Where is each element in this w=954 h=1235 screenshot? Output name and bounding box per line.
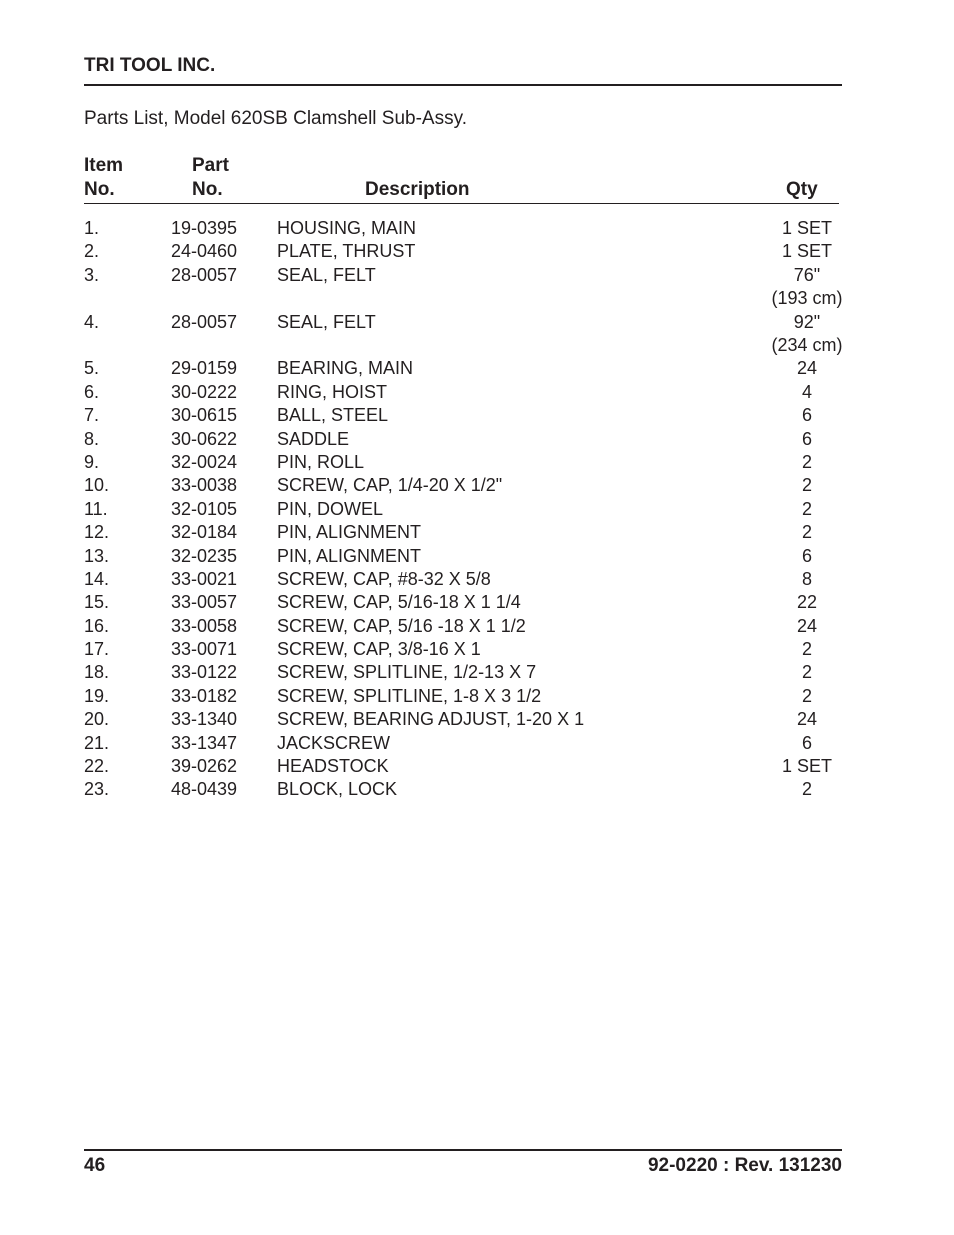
table-row (0, 217, 954, 240)
part-number: 48-0439 (171, 779, 238, 800)
quantity (750, 615, 864, 638)
quantity-value: 2 (801, 639, 812, 660)
part-number: 33-0057 (171, 592, 238, 613)
quantity (750, 381, 864, 404)
quantity (750, 311, 864, 358)
table-row (0, 732, 954, 755)
item-number: 17. (84, 639, 110, 660)
part-number: 24-0460 (171, 241, 238, 262)
part-number: 32-0184 (171, 522, 238, 543)
quantity (750, 264, 864, 311)
table-row (0, 264, 954, 311)
part-description: SCREW, SPLITLINE, 1-8 X 3 1/2 (277, 685, 542, 706)
part-description: PIN, ALIGNMENT (277, 545, 422, 566)
item-number: 10. (84, 475, 110, 496)
table-row (0, 474, 954, 497)
quantity-metric: (234 cm) (771, 334, 843, 355)
item-number: 5. (84, 358, 100, 379)
part-number: 33-0071 (171, 639, 238, 660)
table-row (0, 778, 954, 801)
part-description: BLOCK, LOCK (277, 779, 398, 800)
table-row (0, 568, 954, 591)
part-description: HOUSING, MAIN (277, 218, 417, 238)
quantity-value: 24 (796, 358, 818, 379)
quantity (750, 545, 864, 568)
item-number: 20. (84, 709, 110, 730)
quantity-value: 22 (796, 592, 818, 613)
quantity-value: 2 (801, 522, 812, 543)
table-row (0, 755, 954, 778)
document-title: Parts List, Model 620SB Clamshell Sub-Assy. (84, 108, 467, 129)
table-row (0, 240, 954, 263)
item-number: 3. (84, 264, 100, 285)
quantity (750, 474, 864, 497)
quantity-value: 6 (801, 428, 812, 449)
quantity-value: 2 (801, 475, 812, 496)
part-number: 19-0395 (171, 218, 238, 238)
part-description: SCREW, CAP, #8-32 X 5/8 (277, 568, 491, 589)
table-header-rule (84, 203, 839, 204)
part-description: HEADSTOCK (277, 756, 389, 777)
quantity-value: 6 (801, 732, 812, 753)
part-number: 33-0021 (171, 568, 238, 589)
quantity (750, 498, 864, 521)
quantity-value: 1 SET (781, 218, 833, 238)
quantity-value: 76" (793, 264, 821, 285)
quantity (750, 591, 864, 614)
part-description: PIN, ROLL (277, 451, 365, 472)
part-description: PLATE, THRUST (277, 241, 416, 262)
table-row (0, 685, 954, 708)
item-number: 7. (84, 405, 100, 426)
table-row (0, 428, 954, 451)
column-header-part-no (192, 154, 229, 202)
part-number: 30-0622 (171, 428, 238, 449)
column-header-qty: Qty (786, 179, 818, 200)
table-row (0, 521, 954, 544)
part-number: 32-0024 (171, 451, 238, 472)
quantity (750, 661, 864, 684)
column-header-item-line2: No. (84, 179, 115, 200)
quantity (750, 521, 864, 544)
item-number: 23. (84, 779, 110, 800)
part-description: BALL, STEEL (277, 405, 389, 426)
quantity (750, 778, 864, 801)
quantity (750, 638, 864, 661)
part-description: PIN, ALIGNMENT (277, 522, 422, 543)
table-row (0, 615, 954, 638)
quantity-value: 2 (801, 779, 812, 800)
column-header-item-no (84, 154, 123, 202)
item-number: 18. (84, 662, 110, 683)
part-number: 32-0235 (171, 545, 238, 566)
quantity (750, 240, 864, 263)
part-description: SCREW, CAP, 1/4-20 X 1/2" (277, 475, 503, 496)
quantity (750, 451, 864, 474)
quantity-value: 2 (801, 451, 812, 472)
item-number: 6. (84, 381, 100, 402)
quantity-value: 2 (801, 498, 812, 519)
part-description: SCREW, BEARING ADJUST, 1-20 X 1 (277, 709, 585, 730)
header-rule (84, 84, 842, 86)
quantity (750, 755, 864, 778)
part-number: 33-0058 (171, 615, 238, 636)
part-number: 33-0122 (171, 662, 238, 683)
quantity (750, 685, 864, 708)
quantity (750, 404, 864, 427)
quantity (750, 357, 864, 380)
quantity-value: 24 (796, 709, 818, 730)
quantity-value: 1 SET (781, 756, 833, 777)
item-number: 21. (84, 732, 110, 753)
quantity-value: 6 (801, 405, 812, 426)
part-description: JACKSCREW (277, 732, 391, 753)
table-row (0, 638, 954, 661)
item-number: 13. (84, 545, 110, 566)
part-description: SCREW, CAP, 5/16 -18 X 1 1/2 (277, 615, 526, 636)
part-number: 33-0038 (171, 475, 238, 496)
quantity-value: 92" (793, 311, 821, 332)
part-number: 33-0182 (171, 685, 238, 706)
part-description: RING, HOIST (277, 381, 388, 402)
item-number: 2. (84, 241, 100, 262)
quantity (750, 217, 864, 240)
table-row (0, 311, 954, 358)
item-number: 19. (84, 685, 110, 706)
footer-rule (84, 1149, 842, 1151)
part-number: 32-0105 (171, 498, 238, 519)
item-number: 16. (84, 615, 110, 636)
table-row (0, 591, 954, 614)
part-description: PIN, DOWEL (277, 498, 384, 519)
table-row (0, 404, 954, 427)
part-number: 30-0222 (171, 381, 238, 402)
table-row (0, 357, 954, 380)
quantity-value: 24 (796, 615, 818, 636)
part-description: SEAL, FELT (277, 264, 376, 285)
part-number: 28-0057 (171, 264, 238, 285)
item-number: 11. (84, 498, 108, 519)
quantity-value: 1 SET (781, 241, 833, 262)
part-number: 33-1340 (171, 709, 238, 730)
part-number: 33-1347 (171, 732, 238, 753)
part-description: SEAL, FELT (277, 311, 376, 332)
part-number: 30-0615 (171, 405, 238, 426)
part-description: BEARING, MAIN (277, 358, 414, 379)
column-header-part-line2: No. (192, 179, 223, 200)
column-header-item-line1: Item (84, 155, 124, 176)
quantity-value: 4 (801, 381, 812, 402)
table-row (0, 381, 954, 404)
part-number: 29-0159 (171, 358, 238, 379)
quantity (750, 732, 864, 755)
parts-list (0, 217, 954, 802)
quantity (750, 708, 864, 731)
item-number: 8. (84, 428, 100, 449)
company-name: TRI TOOL INC. (84, 55, 216, 76)
quantity-value: 6 (801, 545, 812, 566)
column-header-description: Description (365, 179, 470, 200)
part-description: SCREW, CAP, 3/8-16 X 1 (277, 639, 481, 660)
document-reference: 92-0220 : Rev. 131230 (647, 1155, 842, 1176)
table-row (0, 498, 954, 521)
part-description: SCREW, SPLITLINE, 1/2-13 X 7 (277, 662, 537, 683)
table-row (0, 708, 954, 731)
item-number: 15. (84, 592, 110, 613)
item-number: 14. (84, 568, 110, 589)
item-number: 4. (84, 311, 100, 332)
part-number: 28-0057 (171, 311, 238, 332)
item-number: 12. (84, 522, 110, 543)
quantity (750, 428, 864, 451)
table-row (0, 661, 954, 684)
quantity-value: 8 (801, 568, 812, 589)
part-description: SCREW, CAP, 5/16-18 X 1 1/4 (277, 592, 521, 613)
item-number: 1. (84, 218, 100, 238)
quantity-value: 2 (801, 662, 812, 683)
table-row (0, 545, 954, 568)
part-description: SADDLE (277, 428, 350, 449)
item-number: 22. (84, 756, 110, 777)
item-number: 9. (84, 451, 100, 472)
quantity-value: 2 (801, 685, 812, 706)
quantity (750, 568, 864, 591)
part-number: 39-0262 (171, 756, 238, 777)
quantity-metric: (193 cm) (771, 288, 843, 309)
column-header-part-line1: Part (192, 155, 229, 176)
table-row (0, 451, 954, 474)
page-number: 46 (84, 1155, 106, 1176)
